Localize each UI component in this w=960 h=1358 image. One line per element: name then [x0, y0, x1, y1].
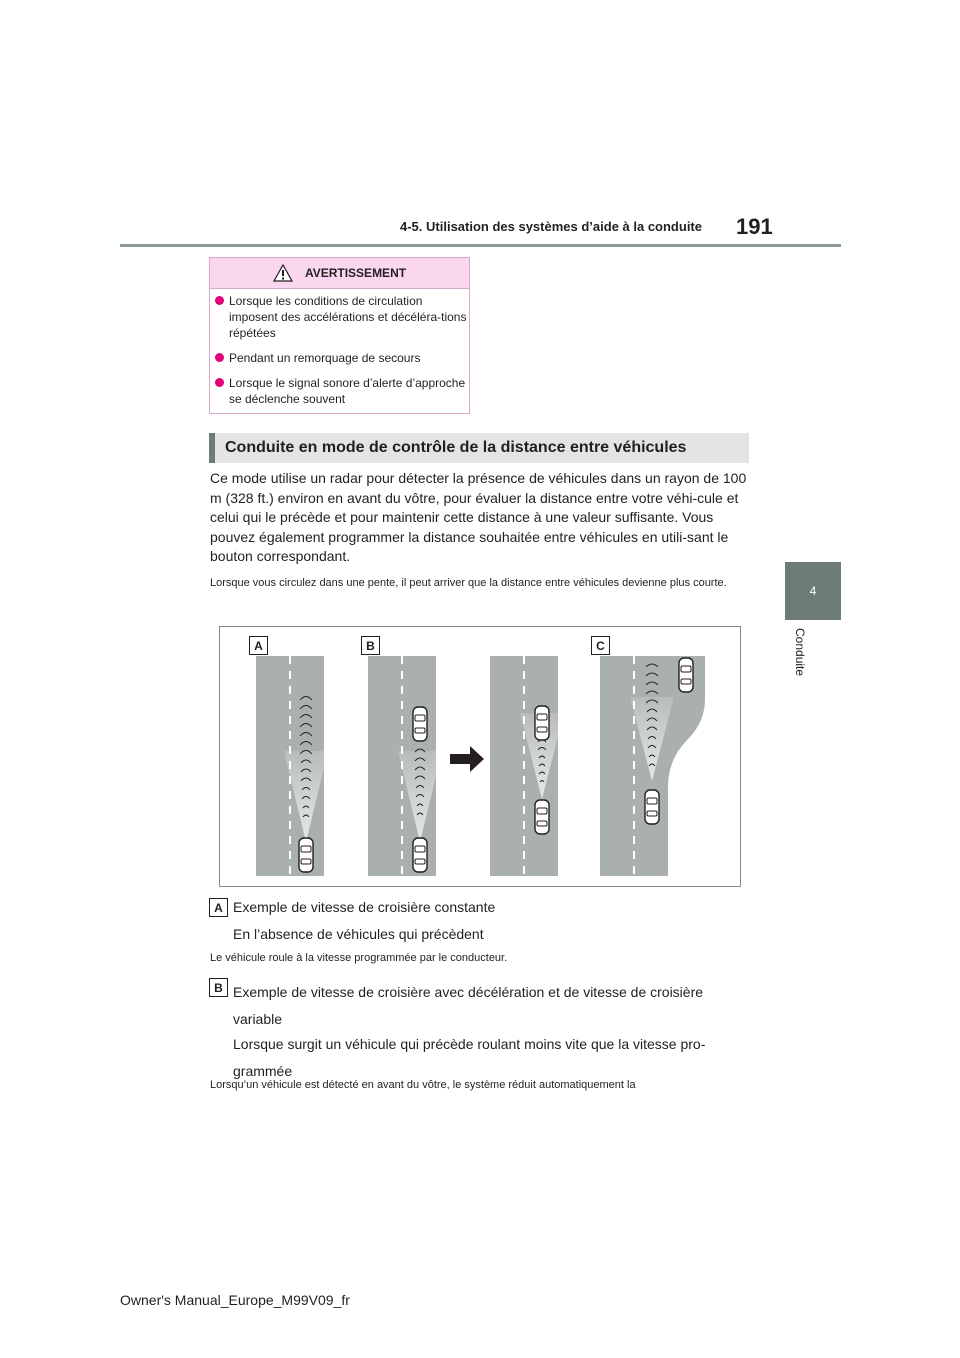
item-a-note: Le véhicule roule à la vitesse programmée par le conducteur.: [210, 952, 508, 964]
section-body: [210, 469, 750, 593]
chapter-number: 4: [809, 584, 817, 598]
item-a-label: A: [209, 898, 228, 917]
page-number: 191: [736, 214, 773, 239]
warning-list: [210, 289, 469, 407]
item-b-title: Exemple de vitesse de croisière avec décélération et de vitesse de croisière variable: [233, 984, 704, 1027]
radar-illustration: [219, 626, 741, 887]
item-b-label: B: [209, 978, 228, 997]
section-title: Conduite en mode de contrôle de la distance entre véhicules: [209, 433, 749, 463]
header-rule: [120, 244, 841, 247]
warning-header: [210, 258, 469, 289]
warning-item-text: Lorsque le signal sonore d’alerte d’approche se déclenche souvent: [229, 376, 466, 406]
bullet-icon: [215, 353, 224, 362]
section-note: Lorsque vous circulez dans une pente, il peut arriver que la distance entre véhicules devienne plus courte.: [210, 576, 727, 589]
chapter-tab: [785, 562, 841, 620]
section-paragraph: Ce mode utilise un radar pour détecter la présence de véhicules dans un rayon de 100 m (328 ft.) environ en avant du vôtre, pour évaluer la distance entre votre véhi-cule et celui qui le précède et pour maintenir cette distance à une valeur suffisante. Vous pouvez également programmer la distance souhaitée entre véhicules en utili-sant le bouton correspondant.: [210, 470, 747, 565]
road-c: [600, 656, 705, 876]
item-b-note: Lorsqu’un véhicule est détecté en avant du vôtre, le système réduit automatiquement la: [210, 1079, 636, 1091]
figure-label-c: C: [591, 636, 610, 655]
footer-text: Owner's Manual_Europe_M99V09_fr: [120, 1292, 350, 1308]
warning-item: [210, 293, 469, 341]
bullet-icon: [215, 296, 224, 305]
road-b: [368, 656, 442, 876]
figure-label-b: B: [361, 636, 380, 655]
warning-triangle-icon: [273, 264, 293, 282]
road-b-after: [490, 656, 564, 876]
warning-item: [210, 375, 469, 407]
bullet-icon: [215, 378, 224, 387]
warning-item-text: Pendant un remorquage de secours: [229, 351, 421, 365]
warning-box: [209, 257, 470, 414]
section-header: 4-5. Utilisation des systèmes d’aide à la conduite: [400, 219, 702, 234]
chapter-label: Conduite: [793, 628, 807, 677]
road-a: [256, 656, 328, 876]
warning-item: [210, 350, 469, 366]
item-a-title: Exemple de vitesse de croisière constante: [233, 899, 496, 915]
arrow-right-icon: [450, 746, 484, 772]
warning-title: AVERTISSEMENT: [304, 266, 407, 280]
item-b-subtitle: Lorsque surgit un véhicule qui précède roulant moins vite que la vitesse pro-grammée: [233, 1036, 706, 1079]
warning-item-text: Lorsque les conditions de circulation imposent des accélérations et décéléra-tions répétées: [229, 294, 467, 340]
figure-label-a: A: [249, 636, 268, 655]
item-a-subtitle: En l’absence de véhicules qui précèdent: [233, 926, 484, 942]
illustration-svg: [220, 627, 740, 886]
